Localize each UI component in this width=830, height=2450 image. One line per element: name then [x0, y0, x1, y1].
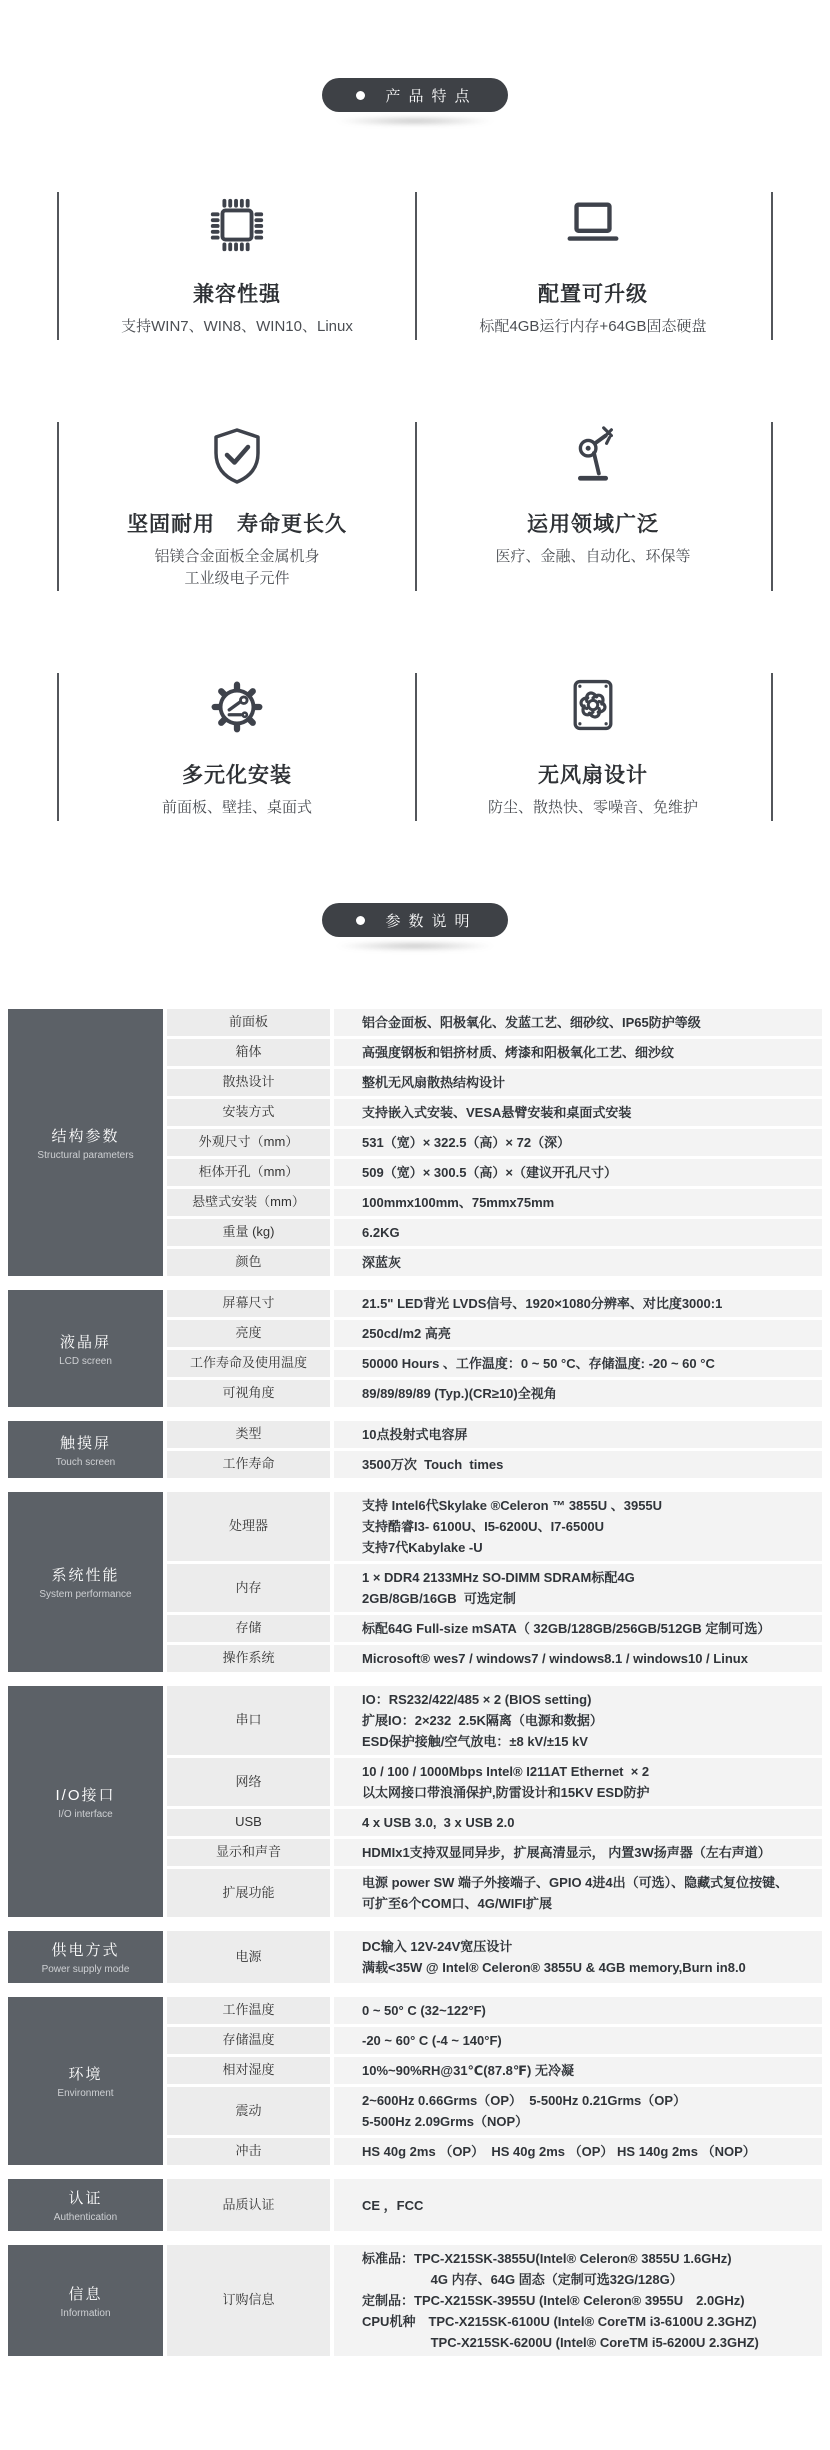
- spec-value: [334, 1069, 822, 1096]
- spec-value: [334, 1039, 822, 1066]
- spec-category-lcd: [8, 1290, 163, 1407]
- spec-value-line: 6.2KG: [362, 1225, 400, 1240]
- feature-description-line: 防尘、散热快、零噪音、免维护: [487, 799, 698, 817]
- spec-label: 前面板: [167, 1009, 330, 1036]
- spec-value-line: 铝合金面板、阳极氧化、发蓝工艺、细砂纹、IP65防护等级: [362, 1015, 701, 1030]
- feature-card: [415, 673, 771, 821]
- spec-value-line: 标配64G Full-size mSATA（ 32GB/128GB/256GB/512GB 定制可选）: [362, 1621, 771, 1636]
- spec-value-line: 100mmx100mm、75mmx75mm: [362, 1195, 555, 1210]
- spec-group-touch: [8, 1421, 822, 1478]
- spec-value-line: 5-500Hz 2.09Grms（NOP）: [362, 2114, 529, 2129]
- feature-row: [57, 422, 773, 592]
- spec-category-name: 触摸屏: [59, 1434, 111, 1452]
- feature-description: [425, 546, 761, 568]
- spec-value-line: 50000 Hours 、工作温度：0 ~ 50 °C、存储温度: -20 ~ 60 °C: [362, 1356, 715, 1371]
- spec-value: [334, 1099, 822, 1126]
- feature-description: [69, 797, 405, 819]
- spec-label: 扩展功能: [167, 1869, 330, 1917]
- spec-label: 冲击: [167, 2138, 330, 2165]
- spec-row: [167, 1686, 822, 1755]
- spec-rows: [167, 1931, 822, 1983]
- spec-label: 存储: [167, 1615, 330, 1642]
- spec-row: [167, 1421, 822, 1448]
- spec-value-line: 支持 Intel6代Skylake ®Celeron ™ 3855U 、3955U: [362, 1498, 663, 1513]
- spec-label: 屏幕尺寸: [167, 1290, 330, 1317]
- features-badge-label: 产品特点: [385, 87, 478, 105]
- spec-value-line: 深蓝灰: [362, 1255, 402, 1270]
- spec-value: [334, 1290, 822, 1317]
- spec-row: [167, 1009, 822, 1036]
- feature-description-line: 标配4GB运行内存+64GB固态硬盘: [479, 318, 707, 335]
- specs-badge: [322, 903, 507, 937]
- spec-group-power: [8, 1931, 822, 1983]
- spec-value-line: 支持7代Kabylake -U: [362, 1540, 483, 1555]
- spec-label: 箱体: [167, 1039, 330, 1066]
- spec-label: 相对湿度: [167, 2057, 330, 2084]
- spec-category-subtitle: Authentication: [53, 2212, 118, 2223]
- spec-value-line: 支持酷睿I3- 6100U、I5-6200U、I7-6500U: [362, 1519, 605, 1534]
- badge-dot-icon: [356, 916, 365, 925]
- laptop-icon: [425, 194, 761, 264]
- spec-value: [334, 1686, 822, 1755]
- spec-value: [334, 1839, 822, 1866]
- spec-group-io: [8, 1686, 822, 1917]
- spec-value-line: 电源 power SW 端子外接端子、GPIO 4进4出（可选）、隐藏式复位按键、: [362, 1875, 789, 1890]
- feature-card: [59, 422, 415, 592]
- feature-description: [69, 546, 405, 590]
- spec-value: [334, 1564, 822, 1612]
- spec-label: 重量 (kg): [167, 1219, 330, 1246]
- spec-label: 操作系统: [167, 1645, 330, 1672]
- spec-rows: [167, 1997, 822, 2165]
- spec-value: [334, 1159, 822, 1186]
- specs-badge-wrap: [0, 903, 830, 951]
- spec-label: 串口: [167, 1686, 330, 1755]
- spec-category-subtitle: LCD screen: [59, 1355, 112, 1367]
- chip-icon: [69, 194, 405, 264]
- spec-category-name: I/O接口: [55, 1786, 116, 1804]
- badge-dot-icon: [356, 91, 365, 100]
- robot-arm-icon: [425, 424, 761, 494]
- spec-value-line: 21.5" LED背光 LVDS信号、1920×1080分辨率、对比度3000:1: [362, 1296, 723, 1311]
- spec-value-line: 扩展IO：2×232 2.5K隔离（电源和数据）: [362, 1713, 603, 1728]
- feature-description-line: 工业级电子元件: [184, 569, 290, 587]
- spec-value-line: TPC-X215SK-6200U (Intel® CoreTM i5-6200U 2.3GHZ): [362, 2335, 759, 2350]
- spec-label: 存储温度: [167, 2027, 330, 2054]
- spec-value: [334, 1997, 822, 2024]
- spec-value-line: Microsoft® wes7 / windows7 / windows8.1 / windows10 / Linux: [362, 1651, 748, 1666]
- spec-value-line: 可扩至6个COM口、4G/WIFI扩展: [362, 1896, 552, 1911]
- spec-value-line: 整机无风扇散热结构设计: [362, 1075, 506, 1090]
- spec-category-authentication: [8, 2179, 163, 2231]
- spec-rows: [167, 1492, 822, 1672]
- spec-value-line: ESD保护接触/空气放电：±8 kV/±15 kV: [362, 1734, 588, 1749]
- spec-label: 工作寿命及使用温度: [167, 1350, 330, 1377]
- spec-label: 柜体开孔（mm）: [167, 1159, 330, 1186]
- spec-row: [167, 1809, 822, 1836]
- features-badge-wrap: [0, 78, 830, 126]
- spec-label: 颜色: [167, 1249, 330, 1276]
- spec-value: [334, 1009, 822, 1036]
- spec-value-line: -20 ~ 60° C (-4 ~ 140°F): [362, 2033, 502, 2048]
- spec-label: 显示和声音: [167, 1839, 330, 1866]
- feature-card: [415, 422, 771, 592]
- spec-row: [167, 1039, 822, 1066]
- feature-title: 兼容性强: [193, 283, 281, 306]
- spec-row: [167, 1645, 822, 1672]
- feature-description-line: 医疗、金融、自动化、环保等: [495, 547, 691, 565]
- spec-row: [167, 1615, 822, 1642]
- spec-value: [334, 1189, 822, 1216]
- spec-category-subtitle: System performance: [39, 1589, 132, 1600]
- feature-title: 坚固耐用 寿命更长久: [127, 512, 347, 536]
- spec-value: [334, 1249, 822, 1276]
- feature-card: [59, 673, 415, 821]
- spec-value-line: HDMIx1支持双显同异步，扩展高清显示， 内置3W扬声器（左右声道）: [362, 1845, 771, 1860]
- spec-rows: [167, 2179, 822, 2231]
- spec-value-line: 4G 内存、64G 固态（定制可选32G/128G）: [362, 2272, 683, 2287]
- spec-label: 内存: [167, 1564, 330, 1612]
- spec-row: [167, 1380, 822, 1407]
- spec-category-system: [8, 1492, 163, 1672]
- spec-row: [167, 1758, 822, 1806]
- spec-row: [167, 1290, 822, 1317]
- spec-value: [334, 1645, 822, 1672]
- spec-category-structure: [8, 1009, 163, 1276]
- spec-value-line: 满载<35W @ Intel® Celeron® 3855U & 4GB memory,Burn in8.0: [362, 1960, 746, 1975]
- spec-value: [334, 1320, 822, 1347]
- spec-category-name: 供电方式: [51, 1942, 120, 1959]
- spec-category-name: 系统性能: [51, 1567, 120, 1584]
- spec-row: [167, 1492, 822, 1561]
- spec-value-line: 4 x USB 3.0, 3 x USB 2.0: [362, 1815, 515, 1830]
- spec-group-lcd: [8, 1290, 822, 1407]
- spec-label: 散热设计: [167, 1069, 330, 1096]
- spec-row: [167, 2138, 822, 2165]
- spec-value-line: 10点投射式电容屏: [362, 1427, 468, 1442]
- spec-category-name: 环境: [68, 2066, 103, 2083]
- spec-value-line: 标准品：TPC-X215SK-3855U(Intel® Celeron® 3855U 1.6GHz): [362, 2251, 732, 2266]
- feature-description: [69, 316, 405, 338]
- spec-category-subtitle: Structural parameters: [37, 1149, 134, 1161]
- spec-row: [167, 2087, 822, 2135]
- spec-label: 亮度: [167, 1320, 330, 1347]
- spec-value: [334, 1931, 822, 1983]
- spec-value: [334, 1350, 822, 1377]
- feature-title: 配置可升级: [538, 283, 648, 306]
- spec-category-subtitle: Information: [60, 2307, 111, 2319]
- spec-label: 工作寿命: [167, 1451, 330, 1478]
- spec-label: 工作温度: [167, 1997, 330, 2024]
- spec-rows: [167, 1421, 822, 1478]
- spec-value-line: 以太网接口带浪涌保护,防雷设计和15KV ESD防护: [362, 1785, 650, 1800]
- spec-value: [334, 1219, 822, 1246]
- spec-category-subtitle: Environment: [57, 2088, 114, 2099]
- spec-value-line: 250cd/m2 高亮: [362, 1326, 451, 1341]
- spec-row: [167, 1869, 822, 1917]
- spec-label: 品质认证: [167, 2179, 330, 2231]
- spec-label: 可视角度: [167, 1380, 330, 1407]
- spec-group-structure: [8, 1009, 822, 1276]
- spec-category-subtitle: I/O interface: [58, 1808, 113, 1820]
- spec-label: 处理器: [167, 1492, 330, 1561]
- spec-row: [167, 1350, 822, 1377]
- spec-row: [167, 1451, 822, 1478]
- spec-value-line: 531（宽）× 322.5（高）× 72（深）: [362, 1135, 571, 1150]
- spec-row: [167, 2057, 822, 2084]
- spec-category-environment: [8, 1997, 163, 2165]
- spec-row: [167, 1931, 822, 1983]
- shield-check-icon: [69, 424, 405, 494]
- spec-group-system: [8, 1492, 822, 1672]
- spec-value: [334, 2087, 822, 2135]
- spec-value-line: DC输入 12V-24V宽压设计: [362, 1939, 513, 1954]
- spec-value: [334, 2179, 822, 2231]
- spec-value: [334, 2057, 822, 2084]
- spec-value-line: HS 40g 2ms （OP） HS 40g 2ms （OP） HS 140g 2ms （NOP）: [362, 2144, 756, 2159]
- spec-category-subtitle: Touch screen: [55, 1456, 116, 1468]
- feature-title: 运用领域广泛: [527, 512, 659, 536]
- spec-value-line: 定制品：TPC-X215SK-3955U (Intel® Celeron® 3955U 2.0GHz): [362, 2293, 745, 2308]
- badge-reflection: [335, 941, 495, 951]
- spec-value-line: 2GB/8GB/16GB 可选定制: [362, 1591, 516, 1606]
- spec-group-environment: [8, 1997, 822, 2165]
- spec-row: [167, 1839, 822, 1866]
- spec-rows: [167, 1290, 822, 1407]
- spec-value-line: 3500万次 Touch times: [362, 1457, 504, 1472]
- spec-value: [334, 1492, 822, 1561]
- spec-value-line: 0 ~ 50° C (32~122°F): [362, 2003, 486, 2018]
- spec-category-io: [8, 1686, 163, 1917]
- spec-label: 订购信息: [167, 2245, 330, 2356]
- spec-label: 安装方式: [167, 1099, 330, 1126]
- spec-value-line: IO：RS232/422/485 × 2 (BIOS setting): [362, 1692, 592, 1707]
- specs-section: [0, 903, 830, 2356]
- spec-row: [167, 1159, 822, 1186]
- spec-value: [334, 1129, 822, 1156]
- spec-value: [334, 1615, 822, 1642]
- spec-value-line: 10%~90%RH@31℃(87.8℉) 无冷凝: [362, 2063, 574, 2078]
- spec-value: [334, 2027, 822, 2054]
- badge-reflection: [335, 116, 495, 126]
- feature-description-line: 铝镁合金面板全金属机身: [154, 547, 320, 565]
- feature-description-line: 前面板、壁挂、桌面式: [161, 799, 312, 817]
- specs-badge-label: 参数说明: [385, 912, 478, 930]
- spec-value: [334, 1869, 822, 1917]
- spec-value: [334, 1380, 822, 1407]
- feature-description: [425, 797, 761, 819]
- spec-category-name: 信息: [68, 2285, 103, 2303]
- feature-title: 多元化安装: [182, 764, 292, 788]
- spec-label: 悬壁式安装（mm）: [167, 1189, 330, 1216]
- spec-value-line: 2~600Hz 0.66Grms（OP） 5-500Hz 0.21Grms（OP）: [362, 2093, 687, 2108]
- spec-row: [167, 2027, 822, 2054]
- spec-value-line: CPU机种 TPC-X215SK-6100U (Intel® CoreTM i3-6100U 2.3GHZ): [362, 2314, 757, 2329]
- spec-row: [167, 1069, 822, 1096]
- spec-value-line: CE ，FCC: [362, 2197, 424, 2213]
- feature-description: [425, 316, 761, 338]
- spec-value-line: 10 / 100 / 1000Mbps Intel® I211AT Ethernet × 2: [362, 1764, 650, 1779]
- spec-row: [167, 2179, 822, 2231]
- spec-table: [8, 1009, 822, 2356]
- spec-category-power: [8, 1931, 163, 1983]
- spec-value-line: 支持嵌入式安装、VESA悬臂安装和桌面式安装: [362, 1105, 632, 1120]
- spec-label: 电源: [167, 1931, 330, 1983]
- spec-row: [167, 1249, 822, 1276]
- spec-label: USB: [167, 1809, 330, 1836]
- spec-value: [334, 1421, 822, 1448]
- spec-category-name: 液晶屏: [59, 1333, 111, 1351]
- spec-value: [334, 2138, 822, 2165]
- spec-value-line: 高强度钢板和铝挤材质、烤漆和阳极氧化工艺、细沙纹: [362, 1045, 675, 1060]
- spec-label: 外观尺寸（mm）: [167, 1129, 330, 1156]
- spec-value: [334, 1758, 822, 1806]
- gear-tools-icon: [69, 675, 405, 745]
- feature-row: [57, 192, 773, 340]
- spec-rows: [167, 1686, 822, 1917]
- feature-row: [57, 673, 773, 821]
- feature-title: 无风扇设计: [538, 764, 648, 788]
- spec-value-line: 89/89/89/89 (Typ.)(CR≥10)全视角: [362, 1386, 557, 1401]
- features-grid: [57, 192, 773, 821]
- spec-value: [334, 1451, 822, 1478]
- feature-description-line: 支持WIN7、WIN8、WIN10、Linux: [121, 318, 353, 335]
- spec-row: [167, 1219, 822, 1246]
- fan-icon: [425, 675, 761, 745]
- features-badge: [322, 78, 507, 112]
- spec-value: [334, 1809, 822, 1836]
- spec-group-authentication: [8, 2179, 822, 2231]
- spec-label: 震动: [167, 2087, 330, 2135]
- spec-row: [167, 1129, 822, 1156]
- spec-row: [167, 1564, 822, 1612]
- spec-category-touch: [8, 1421, 163, 1478]
- feature-card: [59, 192, 415, 340]
- spec-label: 类型: [167, 1421, 330, 1448]
- feature-card: [415, 192, 771, 340]
- spec-rows: [167, 1009, 822, 1276]
- spec-row: [167, 1099, 822, 1126]
- spec-category-name: 结构参数: [51, 1127, 120, 1145]
- spec-row: [167, 1320, 822, 1347]
- spec-category-subtitle: Power supply mode: [41, 1964, 130, 1975]
- spec-value-line: 1 × DDR4 2133MHz SO-DIMM SDRAM标配4G: [362, 1570, 635, 1585]
- spec-category-name: 认证: [68, 2190, 103, 2207]
- spec-value-line: 509（宽）× 300.5（高）×（建议开孔尺寸）: [362, 1165, 618, 1180]
- spec-label: 网络: [167, 1758, 330, 1806]
- spec-row: [167, 1189, 822, 1216]
- spec-row: [167, 1997, 822, 2024]
